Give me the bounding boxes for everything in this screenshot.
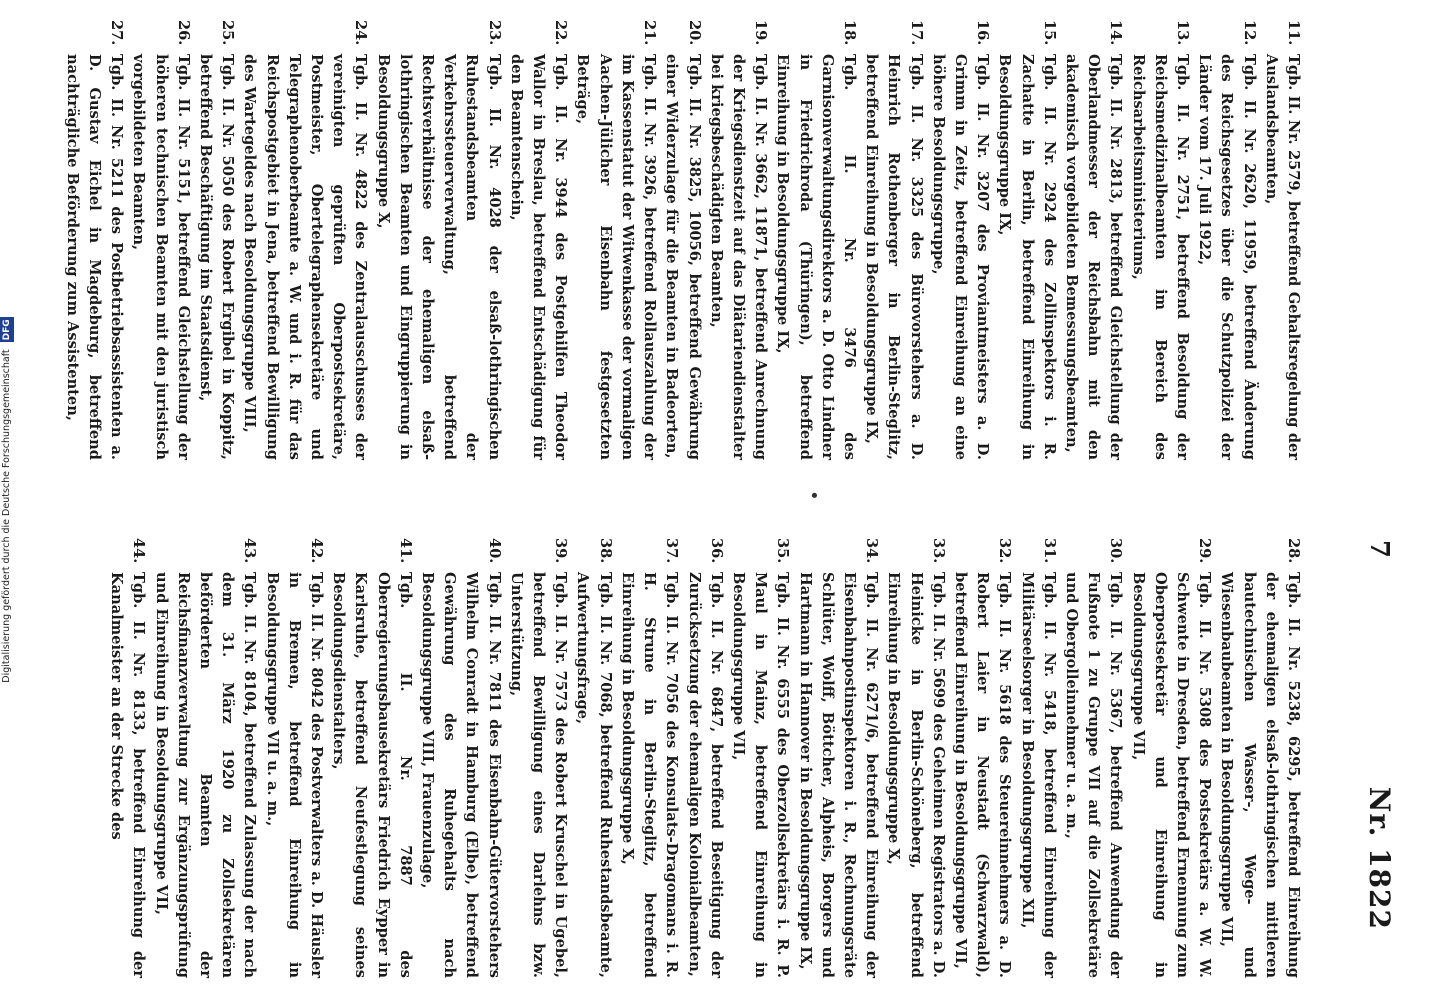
- entry-number: 30.: [1107, 538, 1125, 564]
- list-item: [1193, 20, 1260, 460]
- list-item: [416, 538, 505, 978]
- entry-text: Tgb. II. Nr. 7573 des Robert Kruschel in Ugebel, betreffend Bewilligung eines Darlehns bzw. Unterstützung,: [507, 572, 570, 978]
- list-item: [371, 20, 504, 460]
- entry-number: 11.: [1285, 20, 1302, 46]
- ink-dot: •: [803, 490, 824, 501]
- list-item: [682, 538, 726, 978]
- list-item: [61, 20, 128, 460]
- entry-text: Tgb. II. Nr. 5618 des Steuereinnehmers a. D. Robert Laier in Neustadt (Schwarzwald), betreffend Einreihung in Besoldungsgruppe VII,: [951, 572, 1014, 978]
- left-column: [61, 20, 1304, 460]
- entry-text: Tgb. II. Nr. 5308 des Postsekretärs a. W. W. Schwente in Dresden, betreffend Ernennung zum Oberpostsekretär und Einreihung in Besoldungsgruppe VII,: [1129, 572, 1214, 978]
- entry-text: Tgb. II. Nr. 3662, 11871, betreffend Anrechnung der Kriegsdienstzeit auf das Diätariendienstalter bei kriegsbeschädigten Beamten,: [707, 54, 770, 460]
- entry-text: Tgb. II. Nr. 7811 des Eisenbahn-Gütervorstehers Wilhelm Conradt in Hamburg (Elbe), betreffend Gewährung des Ruhegehalts nach Besoldungsgruppe VIII, Frauenzulage,: [419, 572, 503, 978]
- entry-number: 26.: [174, 20, 192, 46]
- list-item: [927, 20, 994, 460]
- entry-number: 19.: [752, 20, 770, 46]
- list-item: [194, 20, 238, 460]
- entry-number: 42.: [308, 538, 326, 564]
- entry-text: Tgb. II. Nr. 5211 des Postbetriebsassistenten a. D. Gustav Eichel in Magdeburg, betreffend nachträgliche Beförderung zum Assistenten,: [63, 54, 126, 460]
- entry-number: 41.: [396, 538, 414, 564]
- entry-number: 34.: [863, 538, 881, 564]
- entry-number: 43.: [241, 538, 259, 564]
- list-item: [993, 20, 1060, 460]
- entry-number: 31.: [1040, 538, 1058, 564]
- entry-text: Tgb. II. Nr. 2579, betreffend Gehaltsregelung der Auslandsbeamten,: [1262, 54, 1302, 460]
- list-item: [1215, 538, 1304, 978]
- list-item: [860, 20, 927, 460]
- entry-number: 36.: [707, 538, 725, 564]
- list-item: [660, 20, 704, 460]
- list-item: [727, 538, 794, 978]
- right-column: [105, 538, 1304, 978]
- list-item: [571, 538, 615, 978]
- entry-number: 18.: [840, 20, 858, 46]
- entry-text: Tgb. II. Nr. 3944 des Postgehilfen Theodor Wallor in Breslau, betreffend Entschädigung für den Beamtenschein,: [507, 54, 570, 460]
- entry-text: Tgb. II. Nr. 5238, 6295, betreffend Einreihung der ehemaligen elsaß-lothringischen mittleren bautechnischen Wasser-, Wege- und Wiesenbaubeamten in Besoldungsgruppe VII,: [1218, 572, 1302, 978]
- entry-number: 37.: [663, 538, 681, 564]
- entry-text: Tgb. II. Nr. 2813, betreffend Gleichstellung der Oberlandmesser der Reichsbahn mit den akademisch vorgebildeten Bemessungsbeamten,: [1062, 54, 1125, 460]
- list-item: [505, 538, 572, 978]
- entry-number: 25.: [219, 20, 237, 46]
- entry-text: Tgb. II. Nr. 7887 des Oberregierungsbausekretärs Friedrich Eypper in Karlsruhe, betreffend Neufestlegung seines Besoldungsdienstalters,: [330, 572, 414, 978]
- entry-number: 15.: [1040, 20, 1058, 46]
- list-item: [616, 538, 683, 978]
- entry-text: Tgb. II. Nr. 3825, 10056, betreffend Gewährung einer Widerzulage für die Beamten in Badeorten,: [663, 54, 703, 460]
- entry-number: 44.: [130, 538, 148, 564]
- list-item: [127, 20, 194, 460]
- footer-credit-text: Digitalisierung gefördert durch die Deutsche Forschungsgemeinschaft: [1, 349, 12, 683]
- entry-number: 29.: [1196, 538, 1214, 564]
- entry-text: Tgb. II. Nr. 8133, betreffend Einreihung der Kanalmeister an der Strecke des: [108, 572, 148, 978]
- entry-number: 12.: [1240, 20, 1258, 46]
- list-item: [771, 20, 860, 460]
- list-item: [1126, 20, 1193, 460]
- entry-text: Tgb. II. Nr. 2751, betreffend Besoldung der Reichsmedizinalbeamten im Bereich des Reichsarbeitsministeriums,: [1129, 54, 1191, 460]
- list-item: [149, 538, 260, 978]
- entry-number: 16.: [974, 20, 992, 46]
- entry-number: 39.: [552, 538, 570, 564]
- list-item: [505, 20, 572, 460]
- entry-number: 33.: [929, 538, 947, 564]
- entry-text: Tgb. II. Nr. 3476 des Garnisonverwaltungsdirektors a. D. Otto Lindner in Friedrichroda (Thüringen), betreffend Einreihung in Besoldungsgruppe IX,: [774, 54, 858, 460]
- dfg-logo: DFG: [2, 319, 12, 341]
- list-item: [705, 20, 772, 460]
- entry-text: Tgb. II. Nr. 3325 des Bürovorstehers a. D. Heinrich Rothenberger in Berlin-Steglitz, betreffend Einreihung in Besoldungsgruppe IX,: [863, 54, 925, 460]
- list-item: [1015, 538, 1059, 978]
- entry-number: 13.: [1173, 20, 1191, 46]
- list-item: [571, 20, 660, 460]
- list-item: [1060, 538, 1127, 978]
- list-item: [260, 538, 327, 978]
- entry-text: Tgb. II. Nr. 8104, betreffend Zulassung der nach dem 31. März 1920 zu Zollsekretären beförderten Beamten der Reichsfinanzverwaltung zur Ergänzungsprüfung und Einreihung in Besoldungsgruppe VII,: [152, 572, 259, 978]
- entry-text: Tgb. II. Nr. 7056 des Konsulats-Dragomans i. R. H. Strune in Berlin-Steglitz, betreffend Einreihung in Besoldungsgruppe X,: [618, 572, 681, 978]
- list-item: [1260, 20, 1304, 460]
- entry-text: Tgb. II. Nr. 5699 des Geheimen Registrators a. D. Heinicke in Berlin-Schöneberg, betreffend Einreihung in Besoldungsgruppe X,: [885, 572, 947, 978]
- entry-text: Tgb. II. Nr. 3207 des Proviantmeisters a. D. Grimm in Zeitz, betreffend Einreihung an eine höhere Besoldungsgruppe,: [929, 54, 992, 460]
- entry-number: 38.: [596, 538, 614, 564]
- entry-text: Tgb. II. Nr. 5151, betreffend Gleichstellung der höheren technischen Beamten mit den juristisch vorgebildeten Beamten,: [130, 54, 192, 460]
- entry-text: Tgb. II. Nr. 6847, betreffend Beseitigung der Zurücksetzung der ehemaligen Kolonialbeamten,: [685, 572, 725, 978]
- entry-text: Tgb. II. Nr. 5418, betreffend Einreihung der Militärseelsorger in Besoldungsgruppe XII,: [1018, 572, 1058, 978]
- entry-text: Tgb. II. Nr. 4822 des Zentralausschusses der vereinigten geprüften Oberpostsekretäre, Postmeister, Obertelegraphensekretäre und Telegraphenoberbeamte a. W. und i. R. für das Reichspostgebiet in Jena, betreffend Bewilligung des Wartegeldes nach Besoldungsgruppe VIII,: [241, 54, 370, 460]
- list-item: [238, 20, 371, 460]
- entry-number: 22.: [552, 20, 570, 46]
- entry-text: Tgb. II. Nr. 6555 des Oberzollsekretärs i. R. P. Maul in Mainz, betreffend Einreihung in Besoldungsgruppe VII,: [729, 572, 792, 978]
- entry-number: 20.: [685, 20, 703, 46]
- entry-number: 35.: [774, 538, 792, 564]
- list-item: [1126, 538, 1215, 978]
- entry-text: Tgb. II. Nr. 5050 des Robert Ergibel in Koppitz, betreffend Beschäftigung im Staatsdienst,: [197, 54, 237, 460]
- list-item: [882, 538, 949, 978]
- list-item: [1060, 20, 1127, 460]
- list-item: [949, 538, 1016, 978]
- entry-text: Tgb. II. Nr. 4028 der elsaß-lothringischen Ruhestandsbeamten der Verkehrssteuerverwaltung, betreffend Rechtsverhältnisse der ehemaligen elsaß-lothringischen Beamten und Eingruppierung in Besoldungsgruppe X,: [374, 54, 503, 460]
- entry-number: 32.: [996, 538, 1014, 564]
- entry-number: 21.: [641, 20, 659, 46]
- entry-number: 40.: [485, 538, 503, 564]
- entry-number: 28.: [1285, 538, 1302, 564]
- list-item: [793, 538, 882, 978]
- document-number: Nr. 1822: [1363, 786, 1396, 930]
- entry-text: Tgb. II. Nr. 7068, betreffend Ruhestandsbeamte, Aufwertungsfrage,: [574, 572, 614, 978]
- page-number: 7: [1364, 540, 1394, 559]
- page-header: [1362, 70, 1412, 930]
- entry-number: 23.: [485, 20, 503, 46]
- entry-number: 24.: [352, 20, 370, 46]
- entry-number: 27.: [108, 20, 126, 46]
- list-item: [105, 538, 149, 978]
- entry-text: Tgb. II. Nr. 2924 des Zollinspektors i. R. Zachatte in Berlin, betreffend Einreihung in Besoldungsgruppe IX,: [996, 54, 1058, 460]
- entry-text: Tgb. II. Nr. 5367, betreffend Anwendung der Fußnote 1 zu Gruppe VII auf die Zollsekretäre und Obergolleinnehmer u. a. m.,: [1062, 572, 1125, 978]
- footer-credit: [0, 0, 14, 1000]
- list-item: [327, 538, 416, 978]
- entry-text: Tgb. II. Nr. 2620, 11959, betreffend Änderung des Reichsgesetzes über die Schutzpolizei der Länder vom 17. Juli 1922,: [1196, 54, 1258, 460]
- entry-text: Tgb. II. Nr. 3926, betreffend Rollauszahlung der im Kassenstatut der Witwenkasse der vormaligen Aachen-Jülicher Eisenbahn festgesetzten Beträge,: [574, 54, 659, 460]
- entry-text: Tgb. II. Nr. 8042 des Postverwalters a. D. Häusler in Bremen, betreffend Einreihung in Besoldungsgruppe VII u. a. m.,: [263, 572, 326, 978]
- entry-number: 14.: [1107, 20, 1125, 46]
- entry-number: 17.: [907, 20, 925, 46]
- entry-text: Tgb. II. Nr. 6271/6, betreffend Einreihung der Eisenbahnpostinspektoren i. R., Rechnungsräte Schlüter, Wolff, Böttcher, Alpheis, Borgers und Hartmann in Hannover in Besoldungsgruppe IX,: [796, 572, 881, 978]
